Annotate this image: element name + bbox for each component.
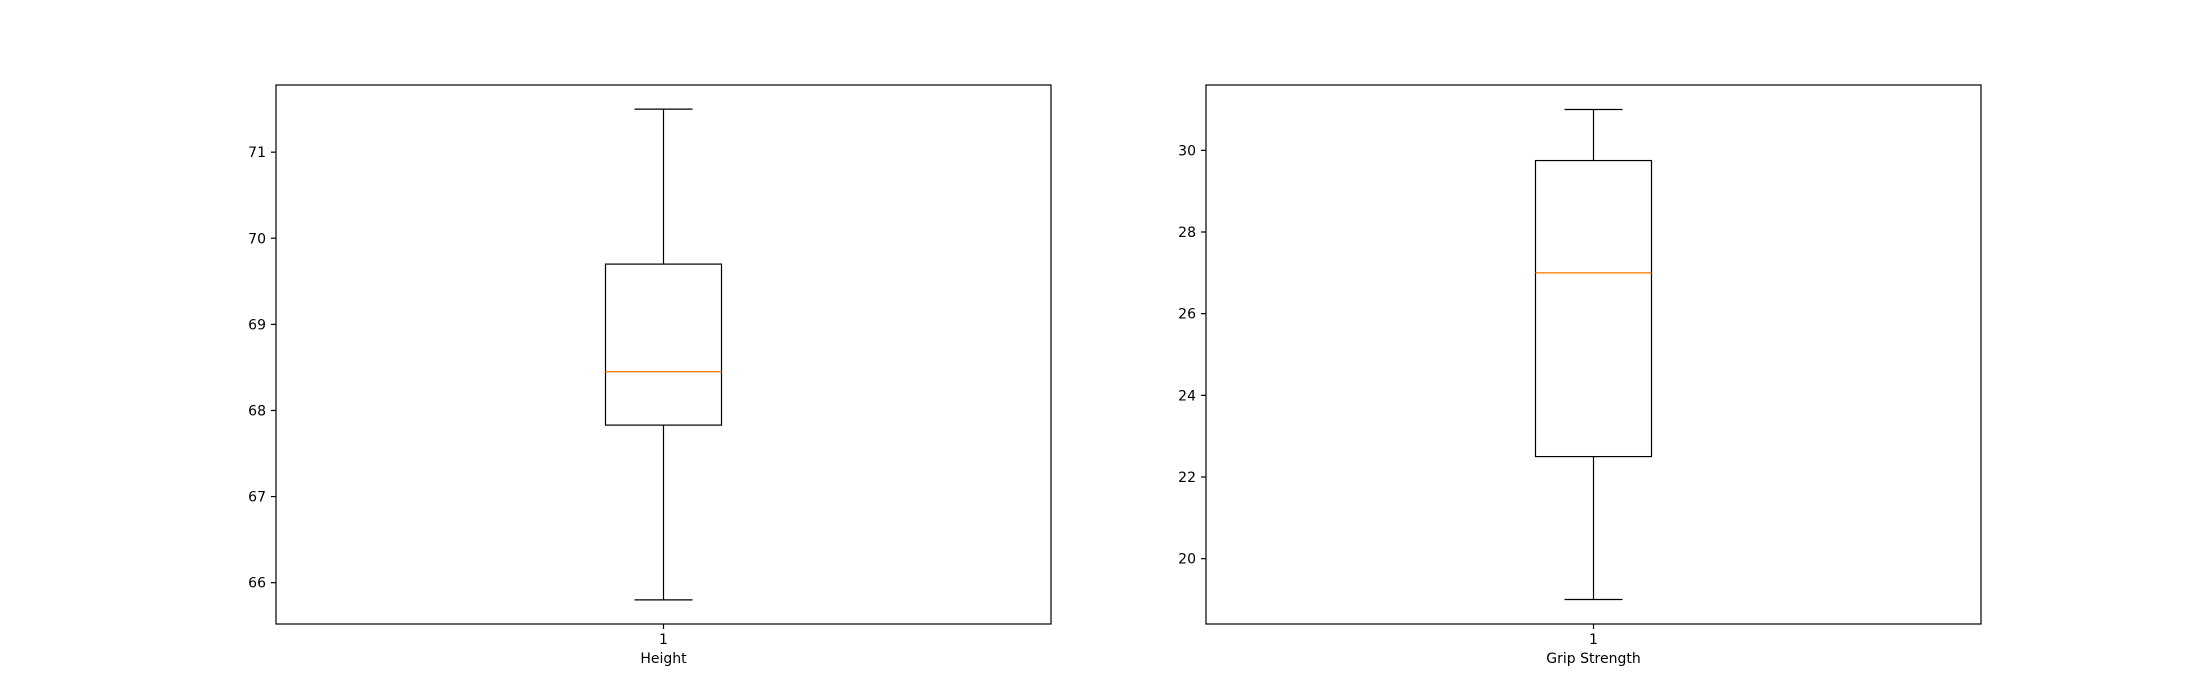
height-xlabel: Height [640,651,687,667]
grip-strength-ytick-label: 24 [1178,388,1196,405]
height-ytick-label: 71 [248,145,266,162]
height-ytick-label: 68 [248,403,266,420]
grip-strength-ytick-label: 22 [1178,470,1196,486]
grip-strength-box [1536,161,1652,457]
box-plot-height [248,85,1051,667]
grip-strength-ytick-label: 30 [1178,143,1196,160]
box-plot-grip-strength [1178,85,1981,667]
height-xtick-label: 1 [659,632,668,648]
grip-strength-ytick-label: 28 [1178,225,1196,241]
grip-strength-ytick-label: 20 [1178,551,1196,568]
height-box [606,264,722,425]
grip-strength-xlabel: Grip Strength [1546,651,1641,667]
height-ytick-label: 70 [248,231,266,248]
grip-strength-xtick-label: 1 [1589,632,1598,648]
height-ytick-label: 69 [248,317,266,334]
height-ytick-label: 66 [248,575,266,592]
grip-strength-ytick-label: 26 [1178,306,1196,323]
height-ytick-label: 67 [248,489,266,506]
